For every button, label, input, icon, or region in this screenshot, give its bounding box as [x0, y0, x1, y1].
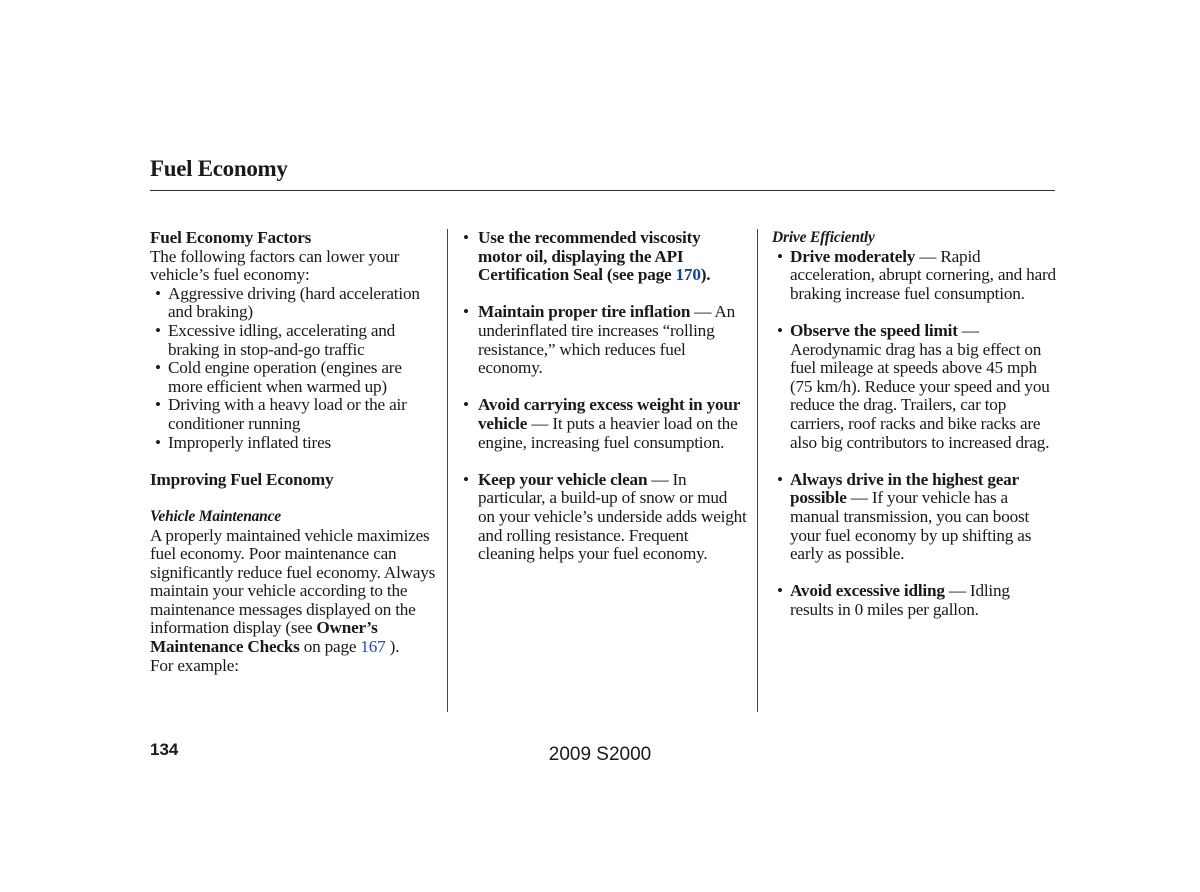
maintenance-page-suffix: ).: [385, 637, 400, 657]
tip-item: [463, 303, 748, 377]
column-left: [150, 229, 440, 675]
column-middle: [463, 229, 748, 564]
tip-text: — In particular, a build-up of snow or mud on your vehicle’s underside adds weight and rolling resistance. Frequent cleaning helps your fuel economy.: [478, 469, 747, 564]
maintenance-ref: Owner’s Maintenance Checks: [150, 618, 378, 657]
tip-item: [463, 396, 748, 452]
page-number: 134: [150, 740, 179, 759]
tip-text: — If your vehicle has a manual transmission, you can boost your fuel economy by up shifting as early as possible.: [790, 488, 1032, 564]
tip-bold: Avoid excessive idling: [790, 581, 945, 601]
improving-heading: Improving Fuel Economy: [150, 469, 334, 489]
tip-bold: Avoid carrying excess weight in your vehicle: [478, 395, 740, 433]
page-title: Fuel Economy: [150, 156, 288, 181]
footer-model: 2009 S2000: [548, 744, 652, 765]
tip-text: — Idling results in 0 miles per gallon.: [790, 581, 1010, 619]
tip-text: — An underinflated tire increases “rolling resistance,” which reduces fuel economy.: [478, 302, 736, 378]
drive-tip-item: [772, 322, 1057, 452]
factor-item: • Aggressive driving (hard acceleration and braking): [150, 285, 440, 322]
factor-item: • Excessive idling, accelerating and braking in stop-and-go traffic: [150, 322, 440, 359]
tip-bold: Always drive in the highest gear possible: [790, 469, 1019, 508]
for-example-text: For example:: [150, 655, 239, 675]
drive-efficiently-heading: Drive Efficiently: [772, 229, 875, 246]
title-rule: [150, 190, 1055, 191]
page-link-167[interactable]: 167: [360, 637, 386, 657]
tip-item: [463, 471, 748, 564]
factors-heading: Fuel Economy Factors: [150, 228, 312, 247]
maintenance-heading: Vehicle Maintenance: [150, 507, 281, 525]
tip-text: — It puts a heavier load on the engine, increasing fuel consumption.: [478, 413, 738, 452]
tip-text: — Aerodynamic drag has a big effect on fuel mileage at speeds above 45 mph (75 km/h). Reduce your speed and you reduce the drag. Trailers, car top carriers, roof racks and bike racks are also big contributors to increased drag.: [790, 320, 1050, 452]
tip-bold: Maintain proper tire inflation: [478, 302, 691, 322]
maintenance-page-prefix: on page: [299, 637, 361, 657]
column-divider: [447, 229, 448, 712]
maintenance-paragraph: [150, 527, 440, 657]
tip-bold-after: ).: [700, 265, 711, 285]
tip-bold: Observe the speed limit: [790, 320, 958, 340]
factor-item: • Driving with a heavy load or the air conditioner running: [150, 396, 440, 433]
tip-item: [463, 229, 748, 285]
tip-bold: Drive moderately: [790, 246, 916, 266]
drive-tip-item: [772, 582, 1057, 619]
tip-bold: Use the recommended viscosity motor oil, displaying the API Certification Seal (see page: [478, 228, 701, 285]
factor-item: • Cold engine operation (engines are more efficient when warmed up): [150, 359, 440, 396]
factors-intro: The following factors can lower your vehicle’s fuel economy:: [150, 246, 400, 285]
drive-tip-item: [772, 248, 1057, 304]
page-link-170[interactable]: 170: [675, 265, 701, 285]
column-right: [772, 229, 1057, 619]
factor-item: • Improperly inflated tires: [150, 434, 440, 453]
column-divider: [757, 229, 758, 712]
drive-tip-item: [772, 471, 1057, 564]
tip-bold: Keep your vehicle clean: [478, 469, 648, 489]
maintenance-text: A properly maintained vehicle maximizes fuel economy. Poor maintenance can significantly reduce fuel economy. Always maintain your vehicle according to the maintenance messages displayed on the information display (see: [150, 525, 436, 638]
tip-text: — Rapid acceleration, abrupt cornering, and hard braking increase fuel consumption.: [790, 246, 1056, 303]
